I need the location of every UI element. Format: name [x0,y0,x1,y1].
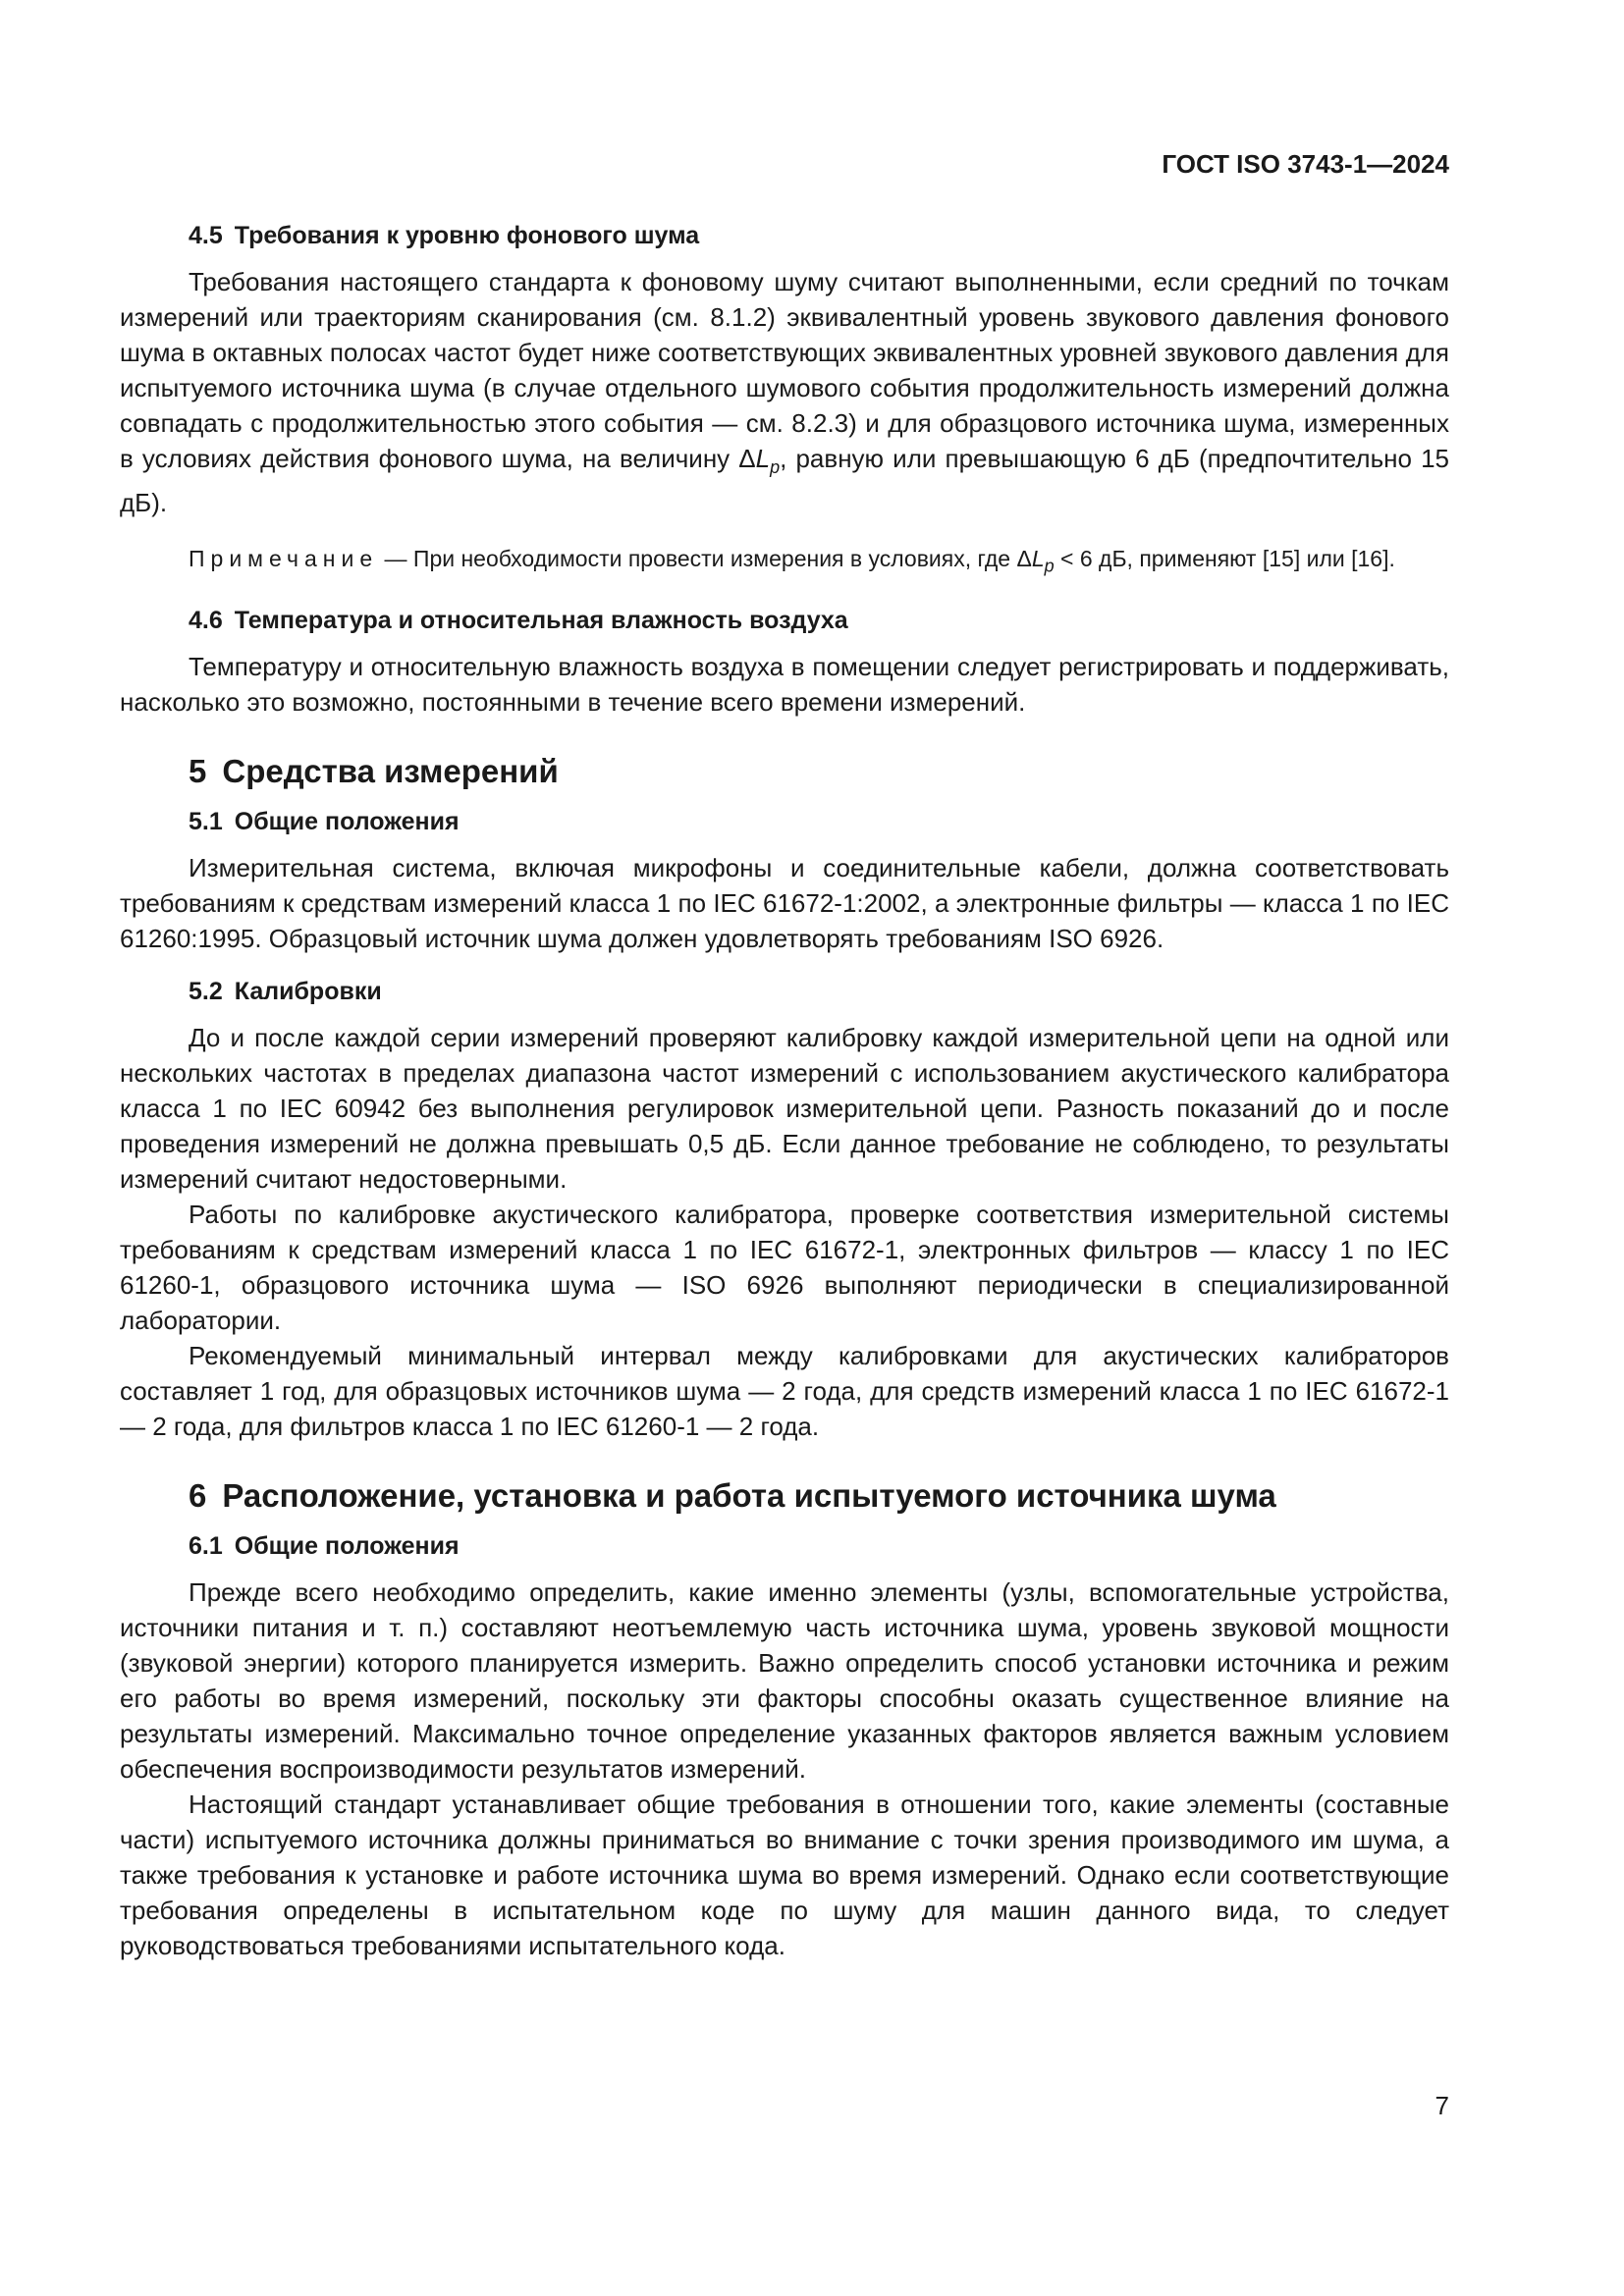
subscript-p: p [770,457,781,478]
text-run: Требования настоящего стандарта к фоновому шуму считают выполненными, если средний по точкам измерений или траекториям сканирования (см. 8.1.2) эквивалентный уровень звукового давления фонового шума в октавных полосах частот будет ниже соответствующих эквивалентных уровней звукового давления для испытуемого источника шума (в случае отдельного шумового события продолжительность измерений должна совпадать с продолжительностью этого события — см. 8.2.3) и для образцового источника шума, измеренных в условиях действия фонового шума, на величину Δ [120,267,1449,473]
symbol-L: L [755,444,771,473]
section-title: Калибровки [234,977,382,1005]
section-title: Средства измерений [222,752,559,789]
page-content [120,222,1449,1963]
section-5-1-heading [120,808,1449,836]
section-4-5-note [120,542,1449,583]
section-4-5-paragraph [120,264,1449,520]
section-5-2-heading [120,978,1449,1006]
text-run: — При необходимости провести измерения в условиях, где Δ [378,546,1032,572]
section-number: 6.1 [189,1531,223,1560]
section-5-heading [120,753,1449,790]
document-header: ГОСТ ISO 3743-1—2024 [1162,149,1449,179]
section-title: Общие положения [234,1531,460,1560]
note-label: Примечание [189,546,379,572]
section-5-1-paragraph: Измерительная система, включая микрофоны и соединительные кабели, должна соответствовать требованиям к средствам измерений класса 1 по IEC 61672-1:2002, а электронные фильтры — класса 1 по IEC 61260:1995. Образцовый источник шума должен удовлетворять требованиям ISO 6926. [120,852,1449,953]
section-6-heading [120,1477,1449,1515]
section-title: Расположение, установка и работа испытуемого источника шума [222,1476,1276,1514]
section-number: 6 [189,1476,207,1514]
section-5-2-paragraph-3: Рекомендуемый минимальный интервал между калибровками для акустических калибраторов составляет 1 год, для образцовых источников шума — 2 года, для средств измерений класса 1 по IEC 61672-1 — 2 года, для фильтров класса 1 по IEC 61260-1 — 2 года. [120,1340,1449,1441]
section-4-6-paragraph: Температуру и относительную влажность воздуха в помещении следует регистрировать и поддерживать, насколько это возможно, постоянными в течение всего времени измерений. [120,651,1449,717]
section-6-1-paragraph-2: Настоящий стандарт устанавливает общие требования в отношении того, какие элементы (составные части) испытуемого источника должны приниматься во внимание с точки зрения производимого им шума, а также требования к установке и работе источника шума во время измерений. Однако если соответствующие требования определены в испытательном коде по шуму для машин данного вида, то следует руководствоваться требованиями испытательного кода. [120,1789,1449,1960]
section-4-6-heading [120,607,1449,635]
section-number: 4.5 [189,222,223,249]
page-number: 7 [1435,2091,1449,2120]
section-number: 5 [189,752,207,789]
section-6-1-paragraph-1: Прежде всего необходимо определить, какие именно элементы (узлы, вспомогательные устройства, источники питания и т. п.) составляют неотъемлемую часть источника шума, уровень звуковой мощности (звуковой энергии) которого планируется измерить. Важно определить способ установки источника и режим его работы во время измерений, поскольку эти факторы способны оказать существенное влияние на результаты измерений. Максимально точное определение указанных факторов является важным условием обеспечения воспроизводимости результатов измерений. [120,1576,1449,1784]
section-title: Температура и относительная влажность воздуха [234,606,848,634]
section-title: Общие положения [234,807,460,835]
section-title: Требования к уровню фонового шума [234,222,700,249]
section-4-5-heading [120,222,1449,250]
text-run: < 6 дБ, применяют [15] или [16]. [1054,546,1395,572]
section-number: 4.6 [189,606,223,634]
subscript-p: p [1044,556,1055,576]
symbol-L: L [1031,546,1045,572]
text-run: , равную или превышающую 6 дБ (предпочтительно 15 дБ). [120,444,1449,518]
section-number: 5.2 [189,977,223,1005]
section-6-1-heading [120,1532,1449,1561]
section-5-2-paragraph-1: До и после каждой серии измерений проверяют калибровку каждой измерительной цепи на одной или нескольких частотах в пределах диапазона частот измерений с использованием акустического калибратора класса 1 по IEC 60942 без выполнения регулировок измерительной цепи. Разность показаний до и после проведения измерений не должна превышать 0,5 дБ. Если данное требование не соблюдено, то результаты измерений считают недостоверными. [120,1022,1449,1194]
section-number: 5.1 [189,807,223,835]
section-5-2-paragraph-2: Работы по калибровке акустического калибратора, проверке соответствия измерительной системы требованиям к средствам измерений класса 1 по IEC 61672-1, электронных фильтров — классу 1 по IEC 61260-1, образцового источника шума — ISO 6926 выполняют периодически в специализированной лаборатории. [120,1199,1449,1335]
